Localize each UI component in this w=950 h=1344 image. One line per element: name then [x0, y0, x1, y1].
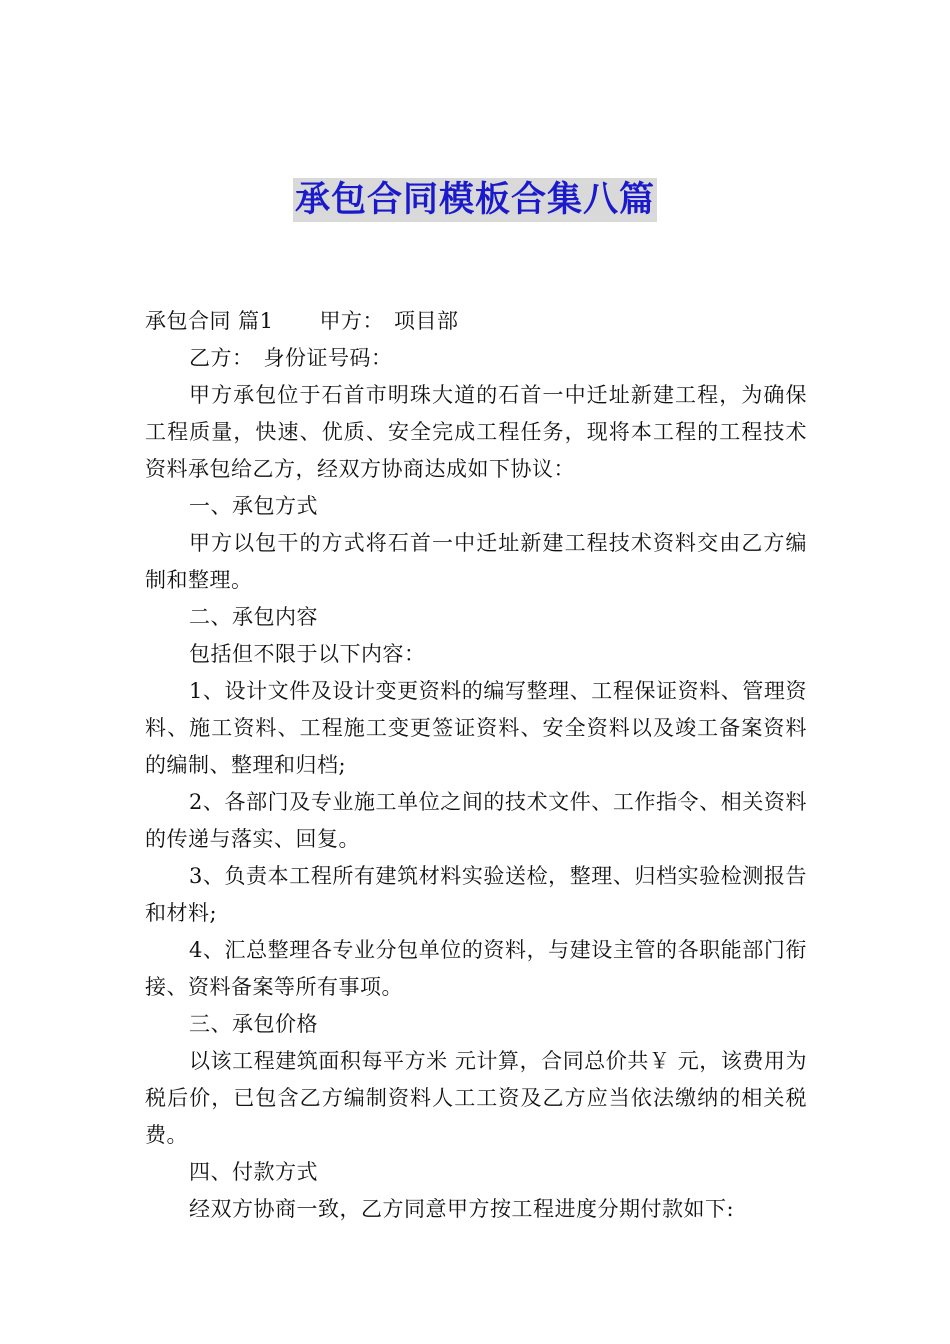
paragraph: 经双方协商一致，乙方同意甲方按工程进度分期付款如下:: [189, 1197, 735, 1221]
list-item: 2、各部门及专业施工单位之间的技术文件、工作指令、相关资料的传递与落实、回复。: [145, 790, 807, 851]
document-title: 承包合同模板合集八篇: [294, 180, 655, 220]
party-a-value: 项目部: [394, 309, 459, 333]
section-label: 承包合同 篇1: [145, 309, 274, 333]
section-heading: 四、付款方式: [189, 1160, 318, 1184]
party-b-label: 乙方：: [189, 346, 254, 370]
title-container: [0, 178, 950, 222]
section-heading: 三、承包价格: [189, 1012, 318, 1036]
paragraph: 甲方承包位于石首市明珠大道的石首一中迁址新建工程，为确保工程质量，快速、优质、安全完成工程任务，现将本工程的工程技术资料承包给乙方，经双方协商达成如下协议：: [145, 383, 807, 481]
id-number-label: 身份证号码：: [263, 346, 393, 370]
list-item: 4、汇总整理各专业分包单位的资料，与建设主管的各职能部门衔接、资料备案等所有事项。: [145, 938, 807, 999]
list-item: 3、负责本工程所有建筑材料实验送检，整理、归档实验检测报告和材料;: [145, 864, 807, 925]
paragraph: 甲方以包干的方式将石首一中迁址新建工程技术资料交由乙方编制和整理。: [145, 531, 807, 592]
list-item: 1、设计文件及设计变更资料的编写整理、工程保证资料、管理资料、施工资料、工程施工变更签证资料、安全资料以及竣工备案资料的编制、整理和归档;: [145, 679, 807, 777]
paragraph: 以该工程建筑面积每平方米 元计算，合同总价共￥ 元，该费用为税后价，已包含乙方编制资料人工工资及乙方应当依法缴纳的相关税费。: [145, 1049, 807, 1147]
paragraph: 包括但不限于以下内容：: [189, 642, 426, 666]
section-heading: 二、承包内容: [189, 605, 318, 629]
section-heading: 一、承包方式: [189, 494, 318, 518]
party-b-line: [145, 340, 807, 377]
header-line: [145, 303, 807, 340]
document-body: [145, 303, 807, 1228]
party-a-label: 甲方：: [319, 309, 385, 333]
